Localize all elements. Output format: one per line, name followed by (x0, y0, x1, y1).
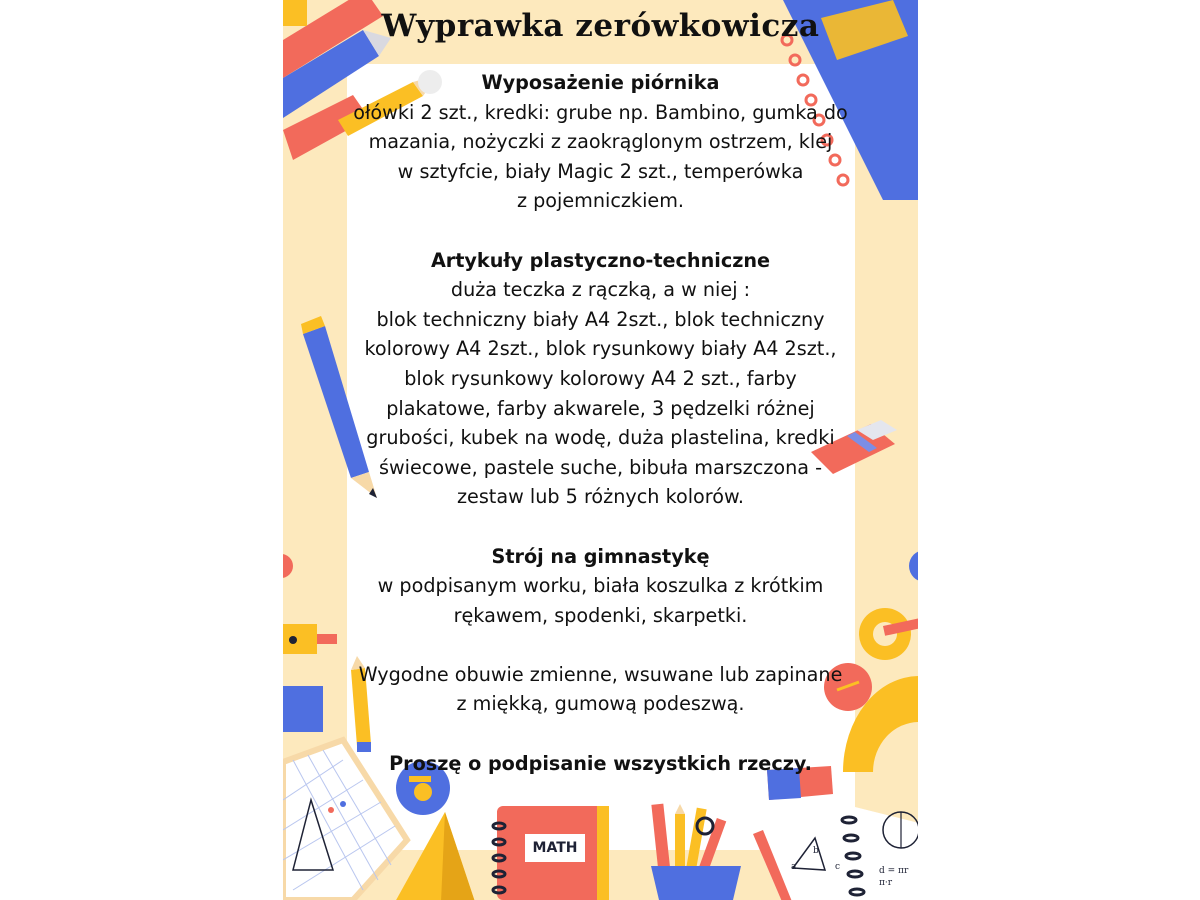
section-line: świecowe, pastele suche, bibuła marszczona - (378, 455, 823, 479)
poster (283, 0, 918, 900)
spacer (313, 216, 888, 246)
open-book-icon (753, 784, 918, 900)
section-heading-piornik: Wyposażenie piórnika (481, 71, 720, 94)
geometry-label: b (813, 846, 819, 856)
spacer (313, 512, 888, 542)
section-line: rękawem, spodenki, skarpetki. (453, 603, 748, 627)
section-line: blok techniczny biały A4 2szt., blok techniczny (376, 307, 825, 331)
spacer (313, 719, 888, 749)
geometry-label: c (835, 862, 841, 872)
button-icon (905, 548, 918, 588)
section-line: blok rysunkowy kolorowy A4 2 szt., farby (404, 366, 797, 390)
section-line: Wygodne obuwie zmienne, wsuwane lub zapinane (358, 662, 843, 686)
section-line: mazania, nożyczki z zaokrąglonym ostrzem, klej (368, 130, 833, 154)
section-line: grubości, kubek na wodę, duża plastelina, kredki (366, 426, 835, 450)
notebook-label: MATH (525, 834, 585, 862)
supply-list (313, 68, 888, 778)
section-heading-plastyka: Artykuły plastyczno-techniczne (430, 248, 771, 272)
pencil-cup-icon (647, 804, 747, 900)
geometry-label: d = πr (879, 866, 909, 876)
spacer (313, 630, 888, 660)
notebook-band (597, 806, 609, 900)
geometry-label: π·r (879, 878, 893, 888)
section-line: kolorowy A4 2szt., blok rysunkowy biały A4 2szt., (364, 337, 837, 361)
section-line: w sztyfcie, biały Magic 2 szt., temperówka (397, 159, 804, 183)
page-title: Wyprawka zerówkowicza (381, 8, 820, 44)
section-line: zestaw lub 5 różnych kolorów. (456, 485, 745, 509)
section-line: plakatowe, farby akwarele, 3 pędzelki różnej (386, 396, 815, 420)
section-heading-gimnastyka: Strój na gimnastykę (491, 544, 710, 568)
section-line: z pojemniczkiem. (516, 189, 685, 213)
section-line: ołówki 2 szt., kredki: grube np. Bambino, gumka do (353, 100, 848, 124)
section-line: z miękką, gumową podeszwą. (456, 692, 745, 716)
button-icon (283, 548, 295, 588)
closing-request: Proszę o podpisanie wszystkich rzeczy. (389, 751, 812, 775)
geometry-label: a (791, 862, 797, 872)
section-line: duża teczka z rączką, a w niej : (450, 278, 751, 302)
cone-icon (395, 812, 475, 900)
section-line: w podpisanym worku, biała koszulka z krótkim (377, 574, 824, 598)
notebook-icon (489, 820, 505, 900)
notebook-icon (497, 806, 609, 900)
